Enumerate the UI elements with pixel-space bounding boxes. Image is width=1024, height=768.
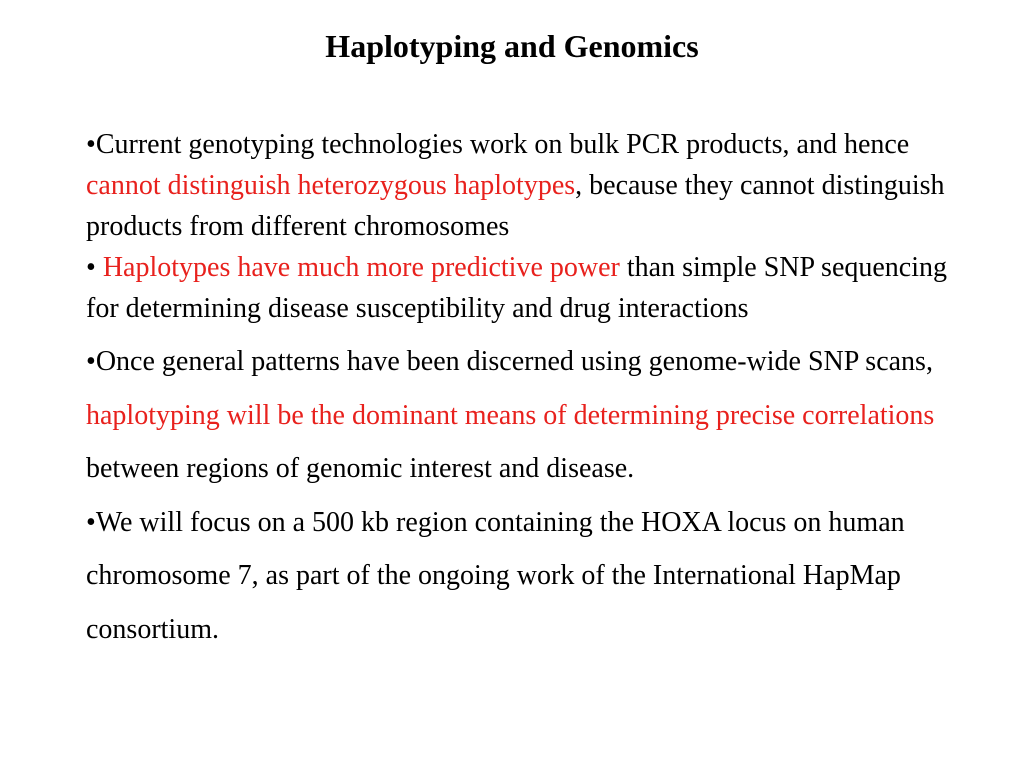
bullet-highlight: Haplotypes have much more predictive power [102,252,620,283]
slide-title: Haplotyping and Genomics [325,28,699,64]
bullet-marker: • [86,129,96,160]
bullet-highlight: haplotyping will be the dominant means of determining precise correlations [86,399,935,431]
bullet-text: Current genotyping technologies work on bulk PCR products, and hence [95,129,910,160]
bullet-marker: • [86,252,103,283]
bullet-item-haplotyping-dominance [86,335,986,496]
bullet-text: Once general patterns have been discerned using genome-wide SNP scans, [95,346,933,377]
bullet-text: between regions of genomic interest and disease. [86,453,635,484]
bullet-item-hoxa-focus [86,496,986,657]
bullet-item-genotyping [86,124,986,247]
bullet-text: We will focus on a 500 kb region containing the HOXA locus on human chromosome 7, as part of the ongoing work of the International HapMap consortium. [86,506,905,645]
bullet-text: than simple SNP sequencing for determining disease susceptibility and drug interactions [86,252,948,324]
bullet-marker: • [86,346,96,377]
bullet-item-predictive-power [86,247,986,329]
bullet-text: , because they cannot distinguish products from different chromosomes [86,170,945,242]
bullet-list [86,124,986,656]
bullet-highlight: cannot distinguish heterozygous haplotypes [86,170,576,201]
bullet-marker: • [86,506,96,538]
